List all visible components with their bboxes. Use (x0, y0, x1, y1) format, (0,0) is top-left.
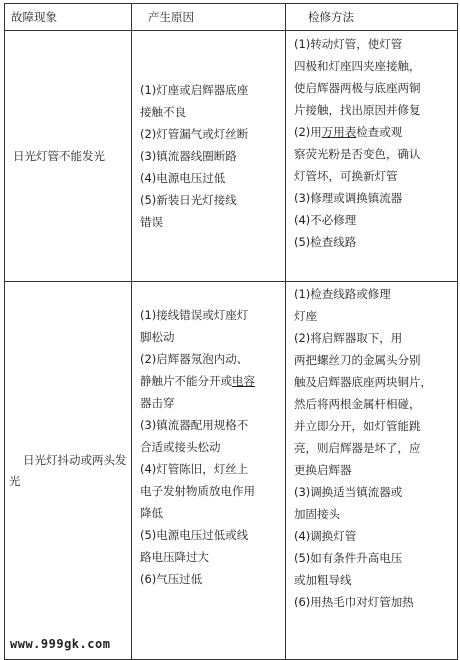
method-line: 灯座 (294, 309, 317, 323)
cause-line: (2)灯管漏气或灯丝断 (140, 127, 249, 141)
method-line: 并立即分开，如灯管能跳 (294, 419, 421, 433)
cause-line: (2)启辉器氖泡内动、 (140, 352, 249, 366)
cause-cell (132, 31, 286, 282)
method-line: (3)调换适当镇流器或 (294, 485, 403, 499)
phenomenon-cell (5, 282, 132, 660)
method-line: 两把螺丝刀的金属头分别 (294, 353, 421, 367)
capacitor-link[interactable]: 电容 (232, 374, 255, 388)
method-line: 或加粗导线 (294, 573, 352, 587)
method-line: (5)检查线路 (294, 235, 357, 249)
method-line: 触及启辉器底座两块铜片， (294, 375, 432, 389)
cause-line: (3)镇流器线圈断路 (140, 149, 237, 163)
method-line: (2)用万用表检查或观 (294, 125, 403, 139)
header-method: 检修方法 (286, 4, 458, 31)
header-row (5, 4, 458, 31)
cause-line: 电子发射物质放电作用 (140, 484, 255, 498)
method-cell (286, 31, 458, 282)
method-line: 灯管坏，可换新灯管 (294, 169, 398, 183)
method-line: 更换启辉器 (294, 463, 352, 477)
method-line: (5)如有条件升高电压 (294, 551, 403, 565)
cause-line: 错误 (140, 215, 163, 229)
method-line: (1)检查线路或修理 (294, 287, 391, 301)
table-row (5, 31, 458, 282)
cause-line: (6)气压过低 (140, 572, 203, 586)
cause-line: 脚松动 (140, 330, 175, 344)
method-cell (286, 282, 458, 660)
header-phenomenon: 故障现象 (5, 4, 132, 31)
cause-line: 合适或接头松动 (140, 440, 221, 454)
method-line: 然后将两根金属杆相碰， (294, 397, 421, 411)
cause-line: 路电压降过大 (140, 550, 209, 564)
method-line: (1)转动灯管，使灯管 (294, 37, 403, 51)
multimeter-link[interactable]: 万用表 (321, 125, 357, 139)
method-list (286, 31, 457, 253)
method-line: (6)用热毛巾对灯管加热 (294, 595, 414, 609)
cause-line: (1)灯座或启辉器底座 (140, 83, 249, 97)
cause-line: (5)电源电压过低或线 (140, 528, 249, 542)
method-line: (3)修理或调换镇流器 (294, 191, 403, 205)
cause-line: 降低 (140, 506, 163, 520)
cause-line: 接触不良 (140, 105, 186, 119)
method-line: 片接触，找出原因并修复 (294, 103, 421, 117)
cause-line: (4)电源电压过低 (140, 171, 226, 185)
cause-cell (132, 282, 286, 660)
fault-table (4, 3, 458, 660)
cause-line: (5)新装日光灯接线 (140, 193, 237, 207)
cause-line: (4)灯管陈旧，灯丝上 (140, 462, 249, 476)
watermark-url: www.999gk.com (10, 637, 111, 651)
table-row (5, 282, 458, 660)
method-list (286, 282, 457, 613)
cause-line: 器击穿 (140, 396, 175, 410)
method-line: 加固接头 (294, 507, 340, 521)
cause-line: (3)镇流器配用规格不 (140, 418, 249, 432)
cause-line: (1)接线错误或灯座灯 (140, 308, 249, 322)
method-line: 察荧光粉是否变色，确认 (294, 147, 421, 161)
method-line: (2)将启辉器取下，用 (294, 331, 403, 345)
header-cause: 产生原因 (132, 4, 286, 31)
phenomenon-text: 日光灯管不能发光 (13, 148, 105, 163)
method-line: 四极和灯座四夹座接触， (294, 59, 421, 73)
method-line: 亮，则启辉器是坏了，应 (294, 441, 421, 455)
phenomenon-cell (5, 31, 132, 282)
cause-list (132, 282, 285, 590)
method-line: (4)不必修理 (294, 213, 357, 227)
method-line: 使启辉器两极与底座两铜 (294, 81, 421, 95)
phenomenon-text: 日光灯抖动或两头发光 (9, 452, 127, 488)
cause-line: 静触片不能分开或电容 (140, 374, 255, 388)
method-line: (4)调换灯管 (294, 529, 357, 543)
cause-list (132, 79, 285, 233)
